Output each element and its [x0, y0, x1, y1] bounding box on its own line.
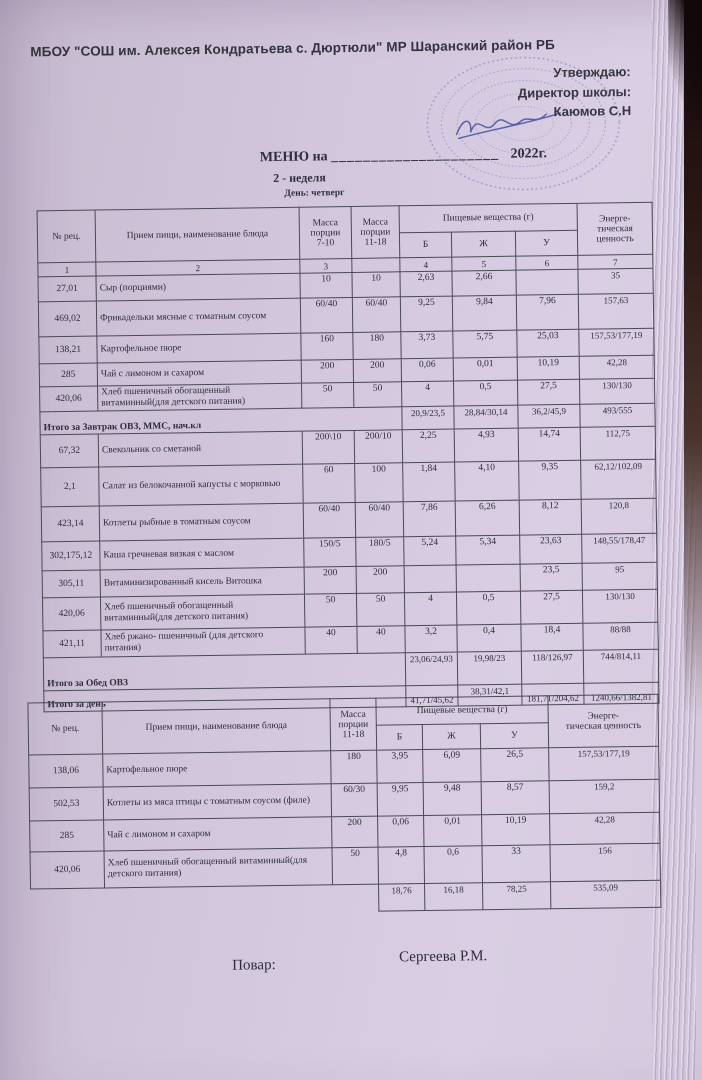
- energy-cell: 95: [582, 562, 657, 590]
- fat-cell: 4,10: [455, 461, 520, 501]
- recipe-number-cell: 423,14: [41, 506, 99, 542]
- carbs-cell: 8,57: [481, 781, 549, 815]
- mass-7-10-cell: 160: [301, 332, 353, 360]
- totals-breakfast-label: Итого за Завтрак ОВЗ, ММС, нач.кл: [40, 407, 402, 435]
- totals-day-label: Итого за день: [44, 686, 406, 712]
- totals-carbs: 181,71/204,62: [522, 683, 584, 705]
- recipe-number-cell: 67,32: [40, 434, 98, 468]
- col-protein: Б: [399, 232, 451, 258]
- totals-protein: 23,06/24,93: [405, 652, 457, 686]
- energy-cell: 42,28: [550, 812, 660, 845]
- protein-cell: [404, 565, 456, 593]
- recipe-number-cell: 27,01: [38, 276, 96, 302]
- energy-cell: 35: [578, 268, 653, 294]
- energy-cell: 42,28: [579, 355, 654, 379]
- mass-11-18-cell: 50: [354, 382, 402, 408]
- totals-fat: 16,18: [425, 883, 483, 911]
- recipe-number-cell: 420,06: [40, 386, 98, 412]
- protein-cell: 0,06: [378, 816, 424, 848]
- energy-cell: 159,2: [549, 779, 659, 814]
- col-recipe-number: № рец.: [37, 210, 96, 263]
- mass-7-10-cell: 40: [305, 626, 357, 654]
- protein-cell: 4,8: [378, 847, 425, 885]
- recipe-number-cell: 469,02: [38, 301, 96, 337]
- col-carbs: У: [515, 230, 577, 256]
- fat-cell: 0,01: [424, 815, 482, 847]
- dish-name-cell: Хлеб пшеничный обогащенный витаминный(для детского питания): [100, 594, 304, 630]
- carbs-cell: 8,12: [519, 499, 582, 535]
- totals-energy: 1240,66/1382,81: [584, 682, 659, 704]
- fat-cell: 5,34: [456, 535, 520, 565]
- recipe-number-cell: 2,1: [41, 467, 100, 507]
- recipe-number-cell: 302,175,12: [42, 541, 100, 571]
- protein-cell: 3,73: [401, 331, 453, 359]
- protein-cell: 2,63: [400, 271, 452, 297]
- col-mass-7-10: Масса порции 7-10: [299, 206, 352, 259]
- recipe-number-cell: 285: [39, 363, 97, 387]
- col-mass-11-18: Масса порции 11-18: [351, 206, 400, 259]
- totals-carbs: 118/126,97: [521, 650, 583, 684]
- index-cell: 1: [38, 262, 96, 277]
- totals-fat: 38,31/42,1: [458, 684, 522, 706]
- carbs-cell: 9,35: [519, 460, 582, 500]
- fat-cell: 6,09: [423, 749, 481, 783]
- mass-11-18-cell: 60/40: [355, 502, 403, 538]
- dish-name-cell: Чай с лимоном и сахаром: [104, 817, 332, 851]
- carbs-cell: 14,74: [518, 427, 580, 461]
- mass-11-18-cell: 200: [332, 816, 378, 848]
- table-header: [28, 694, 659, 755]
- mass-11-18-cell: 60/30: [331, 783, 377, 817]
- mass-7-10-cell: 60/40: [303, 502, 355, 538]
- energy-cell: 157,53/177,19: [549, 746, 659, 781]
- index-cell: 3: [300, 258, 352, 273]
- carbs-cell: 7,96: [516, 294, 579, 330]
- protein-cell: 5,24: [404, 536, 456, 566]
- totals-protein: 18,76: [379, 884, 425, 912]
- mass-11-18-cell: 50: [332, 847, 379, 885]
- energy-cell: 157,53/177,19: [579, 328, 654, 356]
- carbs-cell: [516, 269, 578, 295]
- table-header: [37, 202, 653, 277]
- fat-cell: 2,66: [452, 270, 516, 296]
- dish-name-cell: Чай с лимоном и сахаром: [97, 360, 301, 386]
- menu-table-main: [37, 202, 660, 713]
- totals-energy: 535,09: [551, 880, 661, 909]
- totals-lunch-label: Итого за Обед ОВЗ: [43, 653, 405, 691]
- protein-cell: 3,95: [377, 750, 423, 784]
- index-cell: 2: [96, 259, 300, 276]
- dish-name-cell: Витаминизированный кисель Витошка: [100, 567, 304, 597]
- carbs-cell: 23,63: [520, 534, 582, 564]
- director-name: Каюмов С.Н: [553, 103, 632, 120]
- col-protein: Б: [376, 725, 422, 751]
- fat-cell: 9,48: [423, 782, 481, 816]
- col-dish: Прием пищи, наименование блюда: [95, 207, 300, 262]
- energy-cell: 130/130: [580, 378, 655, 404]
- protein-cell: 2,25: [402, 429, 454, 463]
- recipe-number-cell: 420,06: [42, 597, 100, 631]
- fat-cell: [456, 564, 520, 592]
- mass-11-18-cell: 180: [353, 332, 401, 360]
- energy-cell: 62,12/102,09: [581, 459, 657, 499]
- director-label: Директор школы:: [517, 83, 632, 101]
- index-cell: 4: [400, 257, 452, 272]
- fat-cell: 0,01: [453, 357, 517, 381]
- mass-7-10-cell: 60/40: [300, 297, 352, 333]
- totals-energy: 493/555: [580, 403, 655, 427]
- mass-7-10-cell: 50: [304, 593, 356, 627]
- approval-block: [517, 62, 631, 122]
- fat-cell: 0,6: [424, 846, 483, 884]
- dish-name-cell: Котлеты рыбные в томатным соусом: [99, 503, 303, 541]
- carbs-cell: 26,5: [481, 748, 549, 782]
- totals-carbs: 36,2/45,9: [518, 404, 580, 428]
- dish-name-cell: Картофельное пюре: [97, 333, 301, 363]
- mass-11-18-cell: 10: [352, 272, 400, 298]
- carbs-cell: 18,4: [521, 623, 583, 651]
- energy-cell: 148,55/178,47: [582, 533, 657, 563]
- mass-11-18-cell: 40: [357, 626, 405, 654]
- totals-fat: 28,84/30,14: [454, 405, 518, 429]
- totals-energy: 744/814,11: [583, 649, 658, 683]
- energy-cell: 156: [550, 843, 661, 882]
- dish-name-cell: Хлеб ржано- пшеничный (для детского питания): [101, 627, 305, 657]
- mass-11-18-cell: 60/40: [352, 297, 400, 333]
- recipe-number-cell: 305,11: [42, 570, 100, 598]
- mass-7-10-cell: 60: [303, 463, 356, 503]
- recipe-number-cell: 285: [30, 820, 104, 852]
- dish-name-cell: Фрикадельки мясные с томатным соусом: [96, 298, 300, 336]
- recipe-number-cell: 138,21: [39, 336, 97, 364]
- totals-protein: 41,71/45,62: [406, 685, 458, 707]
- empty-cell: [31, 884, 379, 916]
- col-carbs: У: [480, 723, 548, 749]
- school-name: МБОУ "СОШ им. Алексея Кондратьева с. Дюртюли" МР Шаранский район РБ: [30, 37, 556, 60]
- energy-cell: 120,8: [581, 498, 656, 534]
- carbs-cell: 10,19: [517, 356, 579, 380]
- menu-title-year: 2022г.: [510, 146, 547, 162]
- mass-11-18-cell: 200: [356, 566, 404, 594]
- totals-fat: 19,98/23: [457, 651, 521, 685]
- col-nutrients: Пищевые вещества (г): [376, 696, 548, 725]
- carbs-cell: 25,03: [517, 329, 579, 357]
- index-cell: 6: [516, 255, 578, 270]
- col-recipe-number: № рец.: [28, 702, 103, 755]
- day-label: День: четверг: [284, 188, 345, 199]
- menu-title-label: МЕНЮ на: [259, 149, 328, 166]
- energy-cell: 157,63: [578, 293, 653, 329]
- index-cell: 7: [578, 254, 653, 269]
- dish-name-cell: Свекольник со сметаной: [98, 431, 302, 467]
- carbs-cell: 23,5: [520, 563, 582, 591]
- menu-table-secondary: [27, 694, 661, 917]
- fat-cell: 0,5: [453, 380, 517, 406]
- mass-7-10-cell: 150/5: [304, 537, 356, 567]
- dish-name-cell: Каша гречневая вязкая с маслом: [100, 538, 304, 570]
- protein-cell: 7,86: [403, 501, 455, 537]
- dish-name-cell: Хлеб пшеничный обогащенный витаминный(для детского питания): [104, 848, 332, 888]
- totals-protein: 20,9/23,5: [402, 406, 454, 430]
- fat-cell: 5,75: [453, 330, 517, 358]
- mass-7-10-cell: 10: [300, 272, 352, 298]
- menu-title-blank: _____________________: [331, 146, 500, 165]
- carbs-cell: 27,5: [517, 379, 579, 405]
- col-nutrients: Пищевые вещества (г): [399, 203, 577, 232]
- energy-cell: 112,75: [580, 426, 655, 460]
- protein-cell: 4: [402, 381, 454, 407]
- recipe-number-cell: 138,06: [29, 754, 103, 788]
- approve-label: Утверждаю:: [553, 64, 631, 81]
- protein-cell: 4: [404, 592, 456, 626]
- protein-cell: 9,95: [377, 783, 423, 817]
- totals-carbs: 78,25: [483, 882, 551, 910]
- dish-name-cell: Картофельное пюре: [103, 751, 331, 787]
- week-label: 2 - неделя: [273, 170, 326, 186]
- index-cell: [352, 258, 400, 273]
- cook-label: Повар:: [232, 957, 276, 974]
- footer: [7, 946, 647, 974]
- recipe-number-cell: 502,53: [29, 787, 103, 821]
- mass-7-10-cell: 200: [301, 359, 353, 383]
- mass-11-18-cell: 180/5: [356, 537, 404, 567]
- protein-cell: 1,84: [403, 462, 456, 502]
- mass-11-18-cell: 200: [353, 359, 401, 383]
- col-energy: Энерге- тическая ценность: [577, 202, 653, 255]
- mass-7-10-cell: 200: [304, 566, 356, 594]
- index-cell: 5: [452, 256, 516, 271]
- protein-cell: 0,06: [401, 358, 453, 382]
- fat-cell: 0,5: [456, 591, 520, 625]
- protein-cell: 3,2: [405, 625, 457, 653]
- dish-name-cell: Хлеб пшеничный обогащенный витаминный(для детского питания): [98, 383, 302, 411]
- protein-cell: 9,25: [400, 296, 452, 332]
- mass-11-18-cell: 180: [331, 750, 377, 784]
- dish-name-cell: Салат из белокочанной капусты с морковью: [99, 464, 304, 506]
- energy-cell: 88/88: [583, 622, 658, 650]
- dish-name-cell: Сыр (порциями): [96, 273, 300, 301]
- carbs-cell: 10,19: [482, 814, 550, 846]
- carbs-cell: 33: [482, 845, 551, 883]
- col-dish: Прием пищи, наименование блюда: [102, 699, 331, 754]
- menu-title: [260, 146, 547, 166]
- cook-name: Сергеева Р.М.: [398, 948, 488, 966]
- fat-cell: 9,84: [452, 295, 516, 331]
- mass-7-10-cell: 50: [302, 382, 354, 408]
- recipe-number-cell: 421,11: [43, 630, 101, 658]
- fat-cell: 4,93: [454, 428, 518, 462]
- fat-cell: 6,26: [455, 500, 519, 536]
- mass-11-18-cell: 200/10: [354, 430, 402, 464]
- col-fat: Ж: [451, 231, 515, 257]
- mass-11-18-cell: 50: [356, 593, 404, 627]
- col-fat: Ж: [422, 724, 480, 750]
- col-energy: Энерге- тическая ценность: [548, 694, 659, 748]
- mass-11-18-cell: 100: [355, 463, 404, 503]
- recipe-number-cell: 420,06: [30, 851, 105, 889]
- fat-cell: 0,4: [457, 624, 521, 652]
- carbs-cell: 27,5: [520, 590, 582, 624]
- dish-name-cell: Котлеты из мяса птицы с томатным соусом (филе): [103, 784, 331, 820]
- mass-7-10-cell: 200\10: [302, 430, 354, 464]
- col-mass-11-18: Масса порции 11-18: [330, 698, 377, 751]
- energy-cell: 130/130: [582, 589, 657, 623]
